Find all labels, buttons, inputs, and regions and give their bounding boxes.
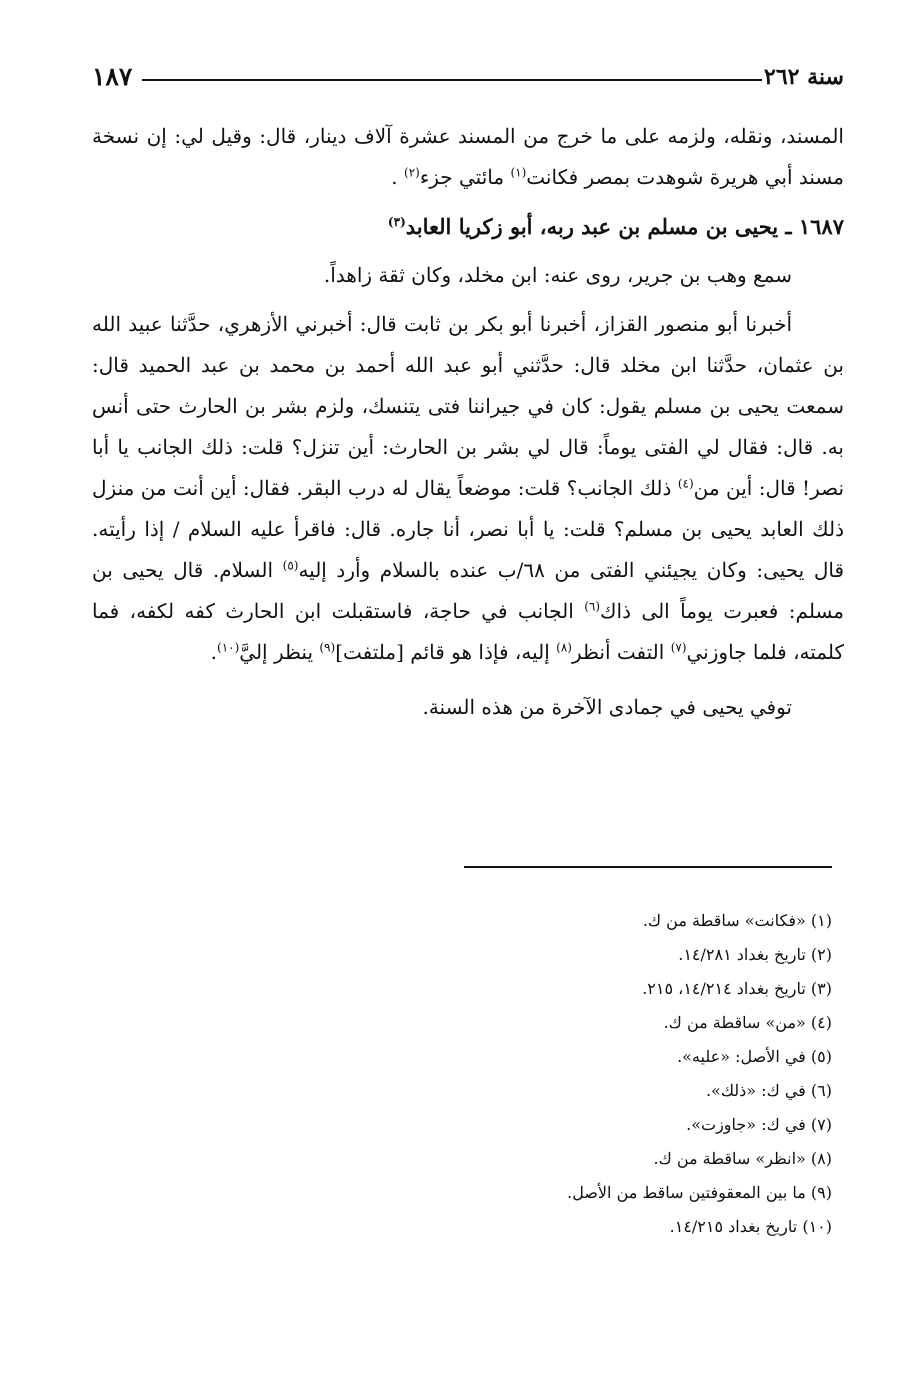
- footnote-item: (١٠) تاريخ بغداد ١٤/٢١٥.: [669, 1217, 832, 1236]
- footnote-marker: (٧): [670, 640, 687, 655]
- footnote-marker: (٤): [677, 476, 694, 491]
- header-rule: [142, 79, 762, 81]
- narration-text: ينظر إليَّ: [239, 640, 320, 664]
- footnote-marker: (٢): [404, 165, 420, 180]
- footnote-marker: (٥): [282, 558, 299, 573]
- narration-text: ذلك الجانب؟ قلت: موضعاً يقال له درب البقر. فقال: أين أنت من منزل ذلك العابد يحيى بن مسلم؟ قلت: يا أبا نصر، أنا جاره. قال: فاقرأ عليه السلام / إذا رأيته. قال يحيى: وكان يجيئني الفتى من ٦٨/ب عنده بالسلام وأرد إليه: [92, 476, 845, 582]
- footnote-item: (٨) «انظر» ساقطة من ك.: [653, 1149, 832, 1168]
- running-head-title: سنة ٢٦٢: [764, 64, 844, 90]
- footnote-item: (٧) في ك: «جاوزت».: [686, 1115, 832, 1134]
- narration-text: أخبرنا أبو منصور القزاز، أخبرنا أبو بكر بن ثابت قال: أخبرني الأزهري، حدَّثنا عبيد الله بن عثمان، حدَّثنا ابن مخلد قال: حدَّثني أبو عبد الله أحمد بن محمد بن عبد الحميد قال: سمعت يحيى بن مسلم يقول: كان في جيراننا فتى يتنسك، ولزم بشر بن الحارث حتى أنس به. قال: فقال لي الفتى يوماً: قال لي بشر بن الحارث: أين تنزل؟ قلت: ذلك الجانب يا أبا نصر! قال: أين من: [92, 312, 845, 500]
- footnote-item: (٩) ما بين المعقوفتين ساقط من الأصل.: [567, 1183, 832, 1202]
- narration-text: إليه، فإذا هو قائم [ملتفت]: [335, 640, 557, 664]
- footnote-marker: (٦): [584, 599, 601, 614]
- running-head: [92, 58, 844, 98]
- entry-heading-text: ١٦٨٧ ـ يحيى بن مسلم بن عبد ربه، أبو زكريا العابد: [405, 214, 844, 239]
- main-text: [92, 116, 844, 728]
- footnote-marker: (٩): [319, 640, 336, 655]
- intro-text: المسند، ونقله، ولزمه على ما خرج من المسند عشرة آلاف دينار، قال: وقيل لي: إن نسخة مسند أبي هريرة شوهدت بمصر فكانت: [92, 124, 844, 189]
- footnote-separator: [464, 866, 832, 868]
- footnote-item: (٢) تاريخ بغداد ١٤/٢٨١.: [678, 945, 832, 964]
- narration-text: السلام. قال يحيى بن مسلم: فعبرت يوماً الى ذاك: [92, 558, 845, 623]
- footnote-item: (٥) في الأصل: «عليه».: [677, 1047, 832, 1066]
- footnote-item: (٤) «من» ساقطة من ك.: [663, 1013, 832, 1032]
- footnote-marker: (٣): [387, 215, 406, 229]
- footnote-item: (٦) في ك: «ذلك».: [705, 1081, 832, 1100]
- narration-paragraph: [92, 304, 844, 673]
- intro-text: مائتي جزء: [419, 165, 511, 189]
- intro-paragraph: [92, 116, 844, 198]
- footnotes: [232, 904, 832, 1244]
- narration-text: التفت أنظر: [571, 640, 671, 664]
- footnote-item: (١) «فكانت» ساقطة من ك.: [642, 911, 832, 930]
- narration-text: الجانب في حاجة، فاستقبلت ابن الحارث كفه لكفه، فما كلمته، فلما جاوزني: [92, 599, 844, 664]
- death-note: توفي يحيى في جمادى الآخرة من هذه السنة.: [422, 695, 792, 719]
- entry-heading: [92, 206, 844, 247]
- intro-end: .: [391, 165, 405, 189]
- footnote-marker: (٨): [556, 640, 572, 655]
- entry-summary: سمع وهب بن جرير، روى عنه: ابن مخلد، وكان ثقة زاهداً.: [323, 263, 792, 287]
- narration-end: .: [210, 640, 218, 664]
- footnote-marker: (١٠): [217, 640, 240, 655]
- footnote-marker: (١): [510, 165, 527, 180]
- footnote-item: (٣) تاريخ بغداد ١٤/٢١٤، ٢١٥.: [642, 979, 832, 998]
- page-number: ١٨٧: [92, 62, 133, 91]
